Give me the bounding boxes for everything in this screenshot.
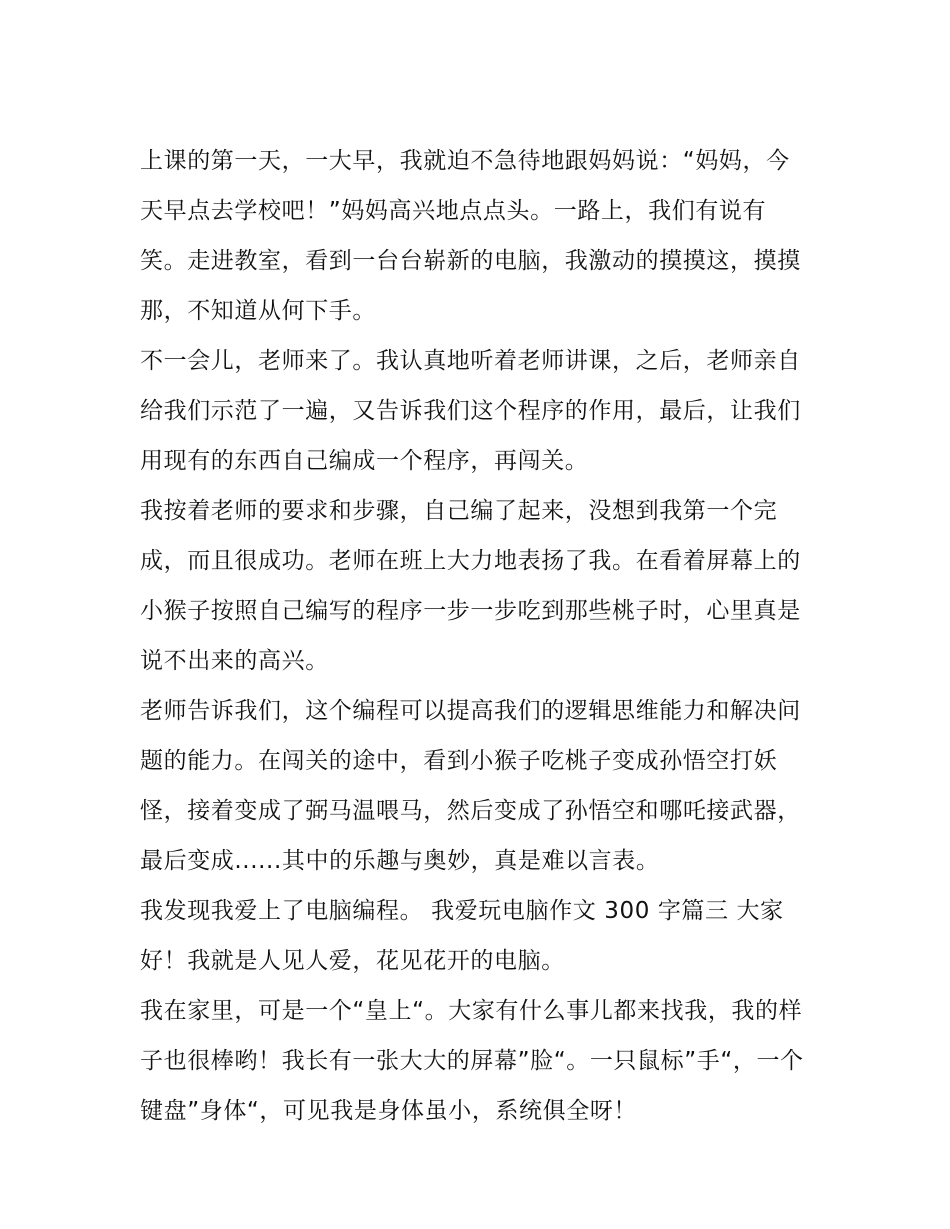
paragraph-1: 上课的第一天，一大早，我就迫不急待地跟妈妈说：“妈妈，今天早点去学校吧！”妈妈高兴地点点头。一路上，我们有说有笑。走进教室，看到一台台崭新的电脑，我激动的摸摸这，摸摸那，不知道从何下手。 [140, 148, 801, 324]
paragraph-2: 不一会儿，老师来了。我认真地听着老师讲课，之后，老师亲自给我们示范了一遍，又告诉我们这个程序的作用，最后，让我们用现有的东西自己编成一个程序，再闯关。 [140, 348, 801, 474]
paragraph-3: 我按着老师的要求和步骤，自己编了起来，没想到我第一个完成，而且很成功。老师在班上大力地表扬了我。在看着屏幕上的小猴子按照自己编写的程序一步一步吃到那些桃子时，心里真是说不出来的高兴。 [140, 498, 801, 674]
paragraph-4: 老师告诉我们，这个编程可以提高我们的逻辑思维能力和解决问题的能力。在闯关的途中，看到小猴子吃桃子变成孙悟空打妖怪，接着变成了弼马温喂马，然后变成了孙悟空和哪吒接武器，最后变成......其中的乐趣与奥妙，真是难以言表。 [140, 698, 801, 874]
paragraph-5: 我发现我爱上了电脑编程。 我爱玩电脑作文 300 字篇三 大家好！我就是人见人爱，花见花开的电脑。 [140, 898, 784, 974]
paragraph-6: 我在家里，可是一个“皇上“。大家有什么事儿都来找我，我的样子也很棒哟！我长有一张大大的屏幕”脸“。一只鼠标”手“，一个键盘”身体“，可见我是身体虽小，系统俱全呀！ [140, 998, 804, 1124]
